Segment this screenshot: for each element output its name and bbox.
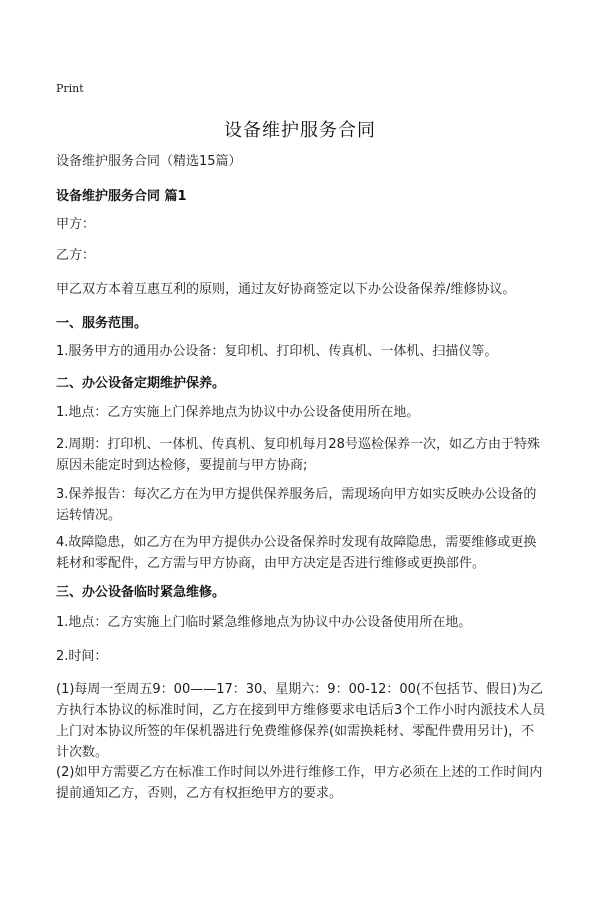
section-2-item-3: 3.保养报告：每次乙方在为甲方提供保养服务后，需现场向甲方如实反映办公设备的运转情况。 — [56, 487, 537, 523]
document-subtitle: 设备维护服务合同（精选15篇） — [56, 154, 242, 169]
document-title: 设备维护服务合同 — [224, 120, 376, 141]
section-3-item-1: 1.地点：乙方实施上门临时紧急维修地点为协议中办公设备使用所在地。 — [56, 615, 472, 630]
party-a-line: 甲方： — [56, 217, 96, 232]
print-label: Print — [56, 82, 84, 95]
section-2-item-4: 4.故障隐患，如乙方在为甲方提供办公设备保养时发现有故障隐患，需要维修或更换耗材和零配件，乙方需与甲方协商，由甲方决定是否进行维修或更换部件。 — [56, 535, 537, 571]
section-2-title: 二、办公设备定期维护保养。 — [56, 376, 226, 391]
section-2-item-1: 1.地点：乙方实施上门保养地点为协议中办公设备使用所在地。 — [56, 405, 420, 420]
section-3-item-3: (1)每周一至周五9：00——17：30、星期六：9：00-12：00(不包括节、假日)为乙方执行本协议的标准时间，乙方在接到甲方维修要求电话后3个工作小时内派技术人员上门对本协议所签的年保机器进行免费维修保养(如需换耗材、零配件费用另计)，不计次数。 — [56, 682, 546, 760]
section-3-title: 三、办公设备临时紧急维修。 — [56, 585, 226, 600]
section-1-item-1: 1.服务甲方的通用办公设备：复印机、打印机、传真机、一体机、扫描仪等。 — [56, 344, 498, 359]
section-3-item-4: (2)如甲方需要乙方在标准工作时间以外进行维修工作，甲方必须在上述的工作时间内提前通知乙方，否则，乙方有权拒绝甲方的要求。 — [56, 765, 543, 801]
section-2-item-2: 2.周期：打印机、一体机、传真机、复印机每月28号巡检保养一次，如乙方由于特殊原因未能定时到达检修，要提前与甲方协商; — [56, 437, 540, 473]
party-b-line: 乙方： — [56, 248, 96, 263]
section-heading: 设备维护服务合同 篇1 — [56, 189, 187, 204]
section-3-item-2: 2.时间： — [56, 649, 108, 664]
intro-paragraph: 甲乙双方本着互惠互利的原则，通过友好协商签定以下办公设备保养/维修协议。 — [56, 282, 516, 297]
section-1-title: 一、服务范围。 — [56, 316, 148, 331]
